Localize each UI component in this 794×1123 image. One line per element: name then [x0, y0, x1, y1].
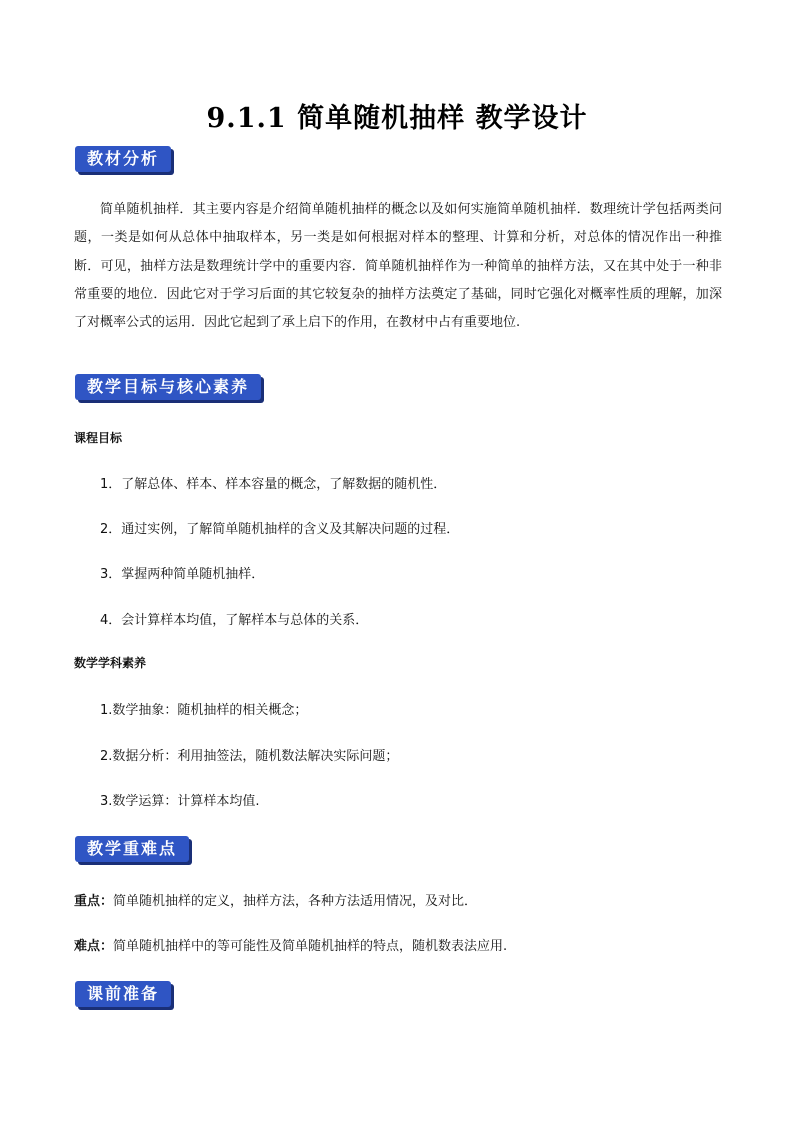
literacy-item: 2.数据分析：利用抽签法，随机数法解决实际问题；	[100, 749, 399, 764]
section-badge-prep: 课前准备	[75, 981, 171, 1007]
key-point-text: 简单随机抽样的定义，抽样方法，各种方法适用情况，及对比．	[113, 894, 478, 909]
course-goal-item: 4．会计算样本均值，了解样本与总体的关系．	[100, 613, 369, 628]
key-point-line	[74, 890, 477, 909]
key-point-label: 重点：	[74, 894, 114, 909]
difficult-point-line	[74, 935, 507, 954]
difficult-point-label: 难点：	[74, 939, 114, 954]
literacy-heading: 数学学科素养	[74, 656, 147, 670]
section-badge-analysis: 教材分析	[75, 146, 171, 172]
section-badge-keypoints: 教学重难点	[75, 836, 189, 862]
difficult-point-text: 简单随机抽样中的等可能性及简单随机抽样的特点，随机数表法应用.	[113, 939, 508, 954]
course-goal-item: 3．掌握两种简单随机抽样．	[100, 567, 265, 582]
course-goal-item: 1．了解总体、样本、样本容量的概念，了解数据的随机性．	[100, 477, 447, 492]
course-goals-heading: 课程目标	[74, 431, 123, 445]
analysis-paragraph: 简单随机抽样．其主要内容是介绍简单随机抽样的概念以及如何实施简单随机抽样．数理统计学包括两类问题，一类是如何从总体中抽取样本，另一类是如何根据对样本的整理、计算和分析，对总体的情况作出一种推断．可见，抽样方法是数理统计学中的重要内容．简单随机抽样作为一种简单的抽样方法，又在其中处于一种非常重要的地位．因此它对于学习后面的其它较复杂的抽样方法奠定了基础，同时它强化对概率性质的理解，加深了对概率公式的运用．因此它起到了承上启下的作用，在教材中占有重要地位.	[74, 202, 722, 331]
literacy-item: 3.数学运算：计算样本均值.	[100, 794, 260, 809]
course-goal-item: 2．通过实例，了解简单随机抽样的含义及其解决问题的过程．	[100, 522, 460, 537]
section-badge-goals: 教学目标与核心素养	[75, 374, 261, 400]
page-title: 9.1.1 简单随机抽样 教学设计	[206, 103, 588, 134]
literacy-item: 1.数学抽象：随机抽样的相关概念；	[100, 703, 308, 718]
